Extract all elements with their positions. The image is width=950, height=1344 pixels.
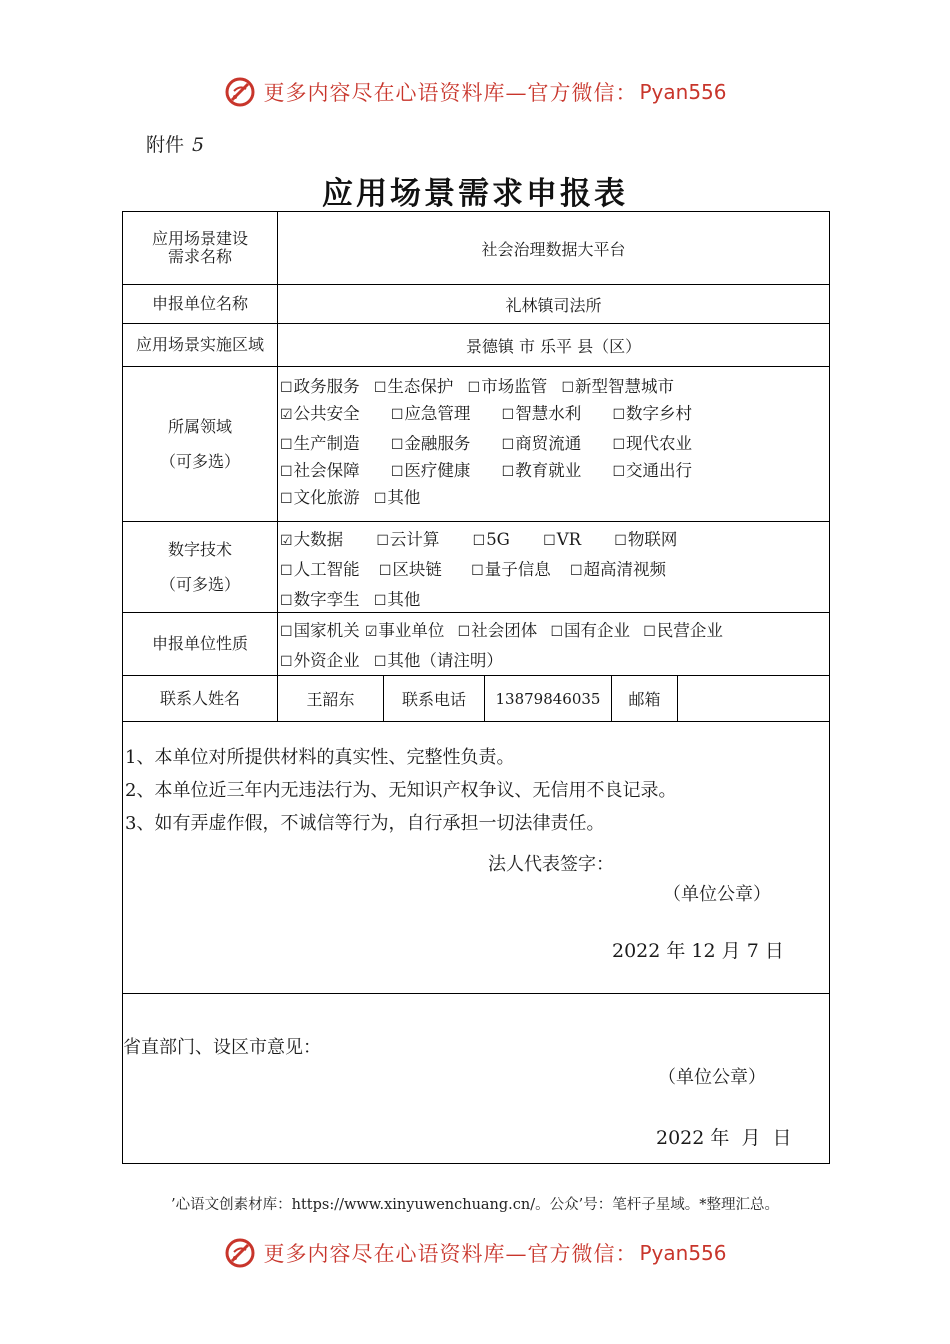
tech-option[interactable]: ☐数字孪生: [280, 585, 360, 616]
field-option[interactable]: ☐文化旅游: [280, 484, 360, 513]
nature-option[interactable]: ☐社会团体: [458, 616, 538, 647]
declaration-date: 2022 年 12 月 7 日: [612, 940, 784, 962]
banner-wechat-id: Pyan556: [639, 80, 727, 104]
label-field-hint: （可多选）: [159, 451, 240, 471]
signature-label: 法人代表签字：: [488, 854, 614, 875]
value-region: [278, 324, 829, 366]
nature-options-line: [280, 616, 823, 646]
field-options: [280, 373, 823, 511]
checkbox-icon[interactable]: ☐: [614, 533, 627, 549]
tech-option[interactable]: ☐其他: [374, 585, 421, 616]
field-option[interactable]: ☐新型智慧城市: [561, 373, 674, 402]
checkbox-icon[interactable]: ☐: [390, 407, 404, 423]
value-email[interactable]: [678, 676, 830, 721]
opinion-date: 2022 年 月 日: [656, 1127, 792, 1149]
tech-option[interactable]: ☐物联网: [614, 525, 677, 556]
label-field-text: 所属领域: [167, 416, 232, 436]
tech-option[interactable]: ☐5G: [473, 525, 510, 556]
tech-options-line: [280, 585, 823, 615]
watermark-banner-bottom: [0, 1233, 950, 1273]
tech-options-line: [280, 555, 823, 585]
label-scene-name-line2: 需求名称: [167, 247, 232, 266]
row-nature: [123, 613, 829, 676]
checkbox-icon[interactable]: ☐: [280, 437, 293, 453]
nature-option[interactable]: ☐民营企业: [643, 616, 723, 647]
checkbox-icon[interactable]: ☐: [280, 624, 293, 640]
field-option[interactable]: ☐生产制造: [280, 430, 360, 459]
field-option[interactable]: ☐数字乡村: [612, 400, 692, 429]
tech-option[interactable]: ☐人工智能: [280, 555, 360, 586]
seal-opinion: （单位公章）: [658, 1067, 766, 1088]
label-phone: 联系电话: [384, 676, 485, 721]
checkbox-icon[interactable]: ☐: [280, 380, 293, 396]
checkbox-icon[interactable]: ☐: [280, 654, 293, 670]
tech-option[interactable]: ☐云计算: [376, 525, 439, 556]
tech-option[interactable]: ☐量子信息: [471, 555, 551, 586]
nature-options: [280, 616, 823, 676]
attachment-number: [146, 130, 204, 157]
checkbox-icon[interactable]: ☐: [550, 624, 563, 640]
field-option[interactable]: ☑公共安全: [280, 400, 360, 429]
label-nature: 申报单位性质: [123, 613, 278, 675]
field-option[interactable]: ☐应急管理: [391, 400, 471, 429]
checkbox-icon[interactable]: ☐: [501, 407, 515, 423]
field-option[interactable]: ☐金融服务: [391, 430, 471, 459]
label-scene-name: [123, 212, 278, 284]
field-option[interactable]: ☐市场监管: [468, 373, 548, 402]
banner-wechat-id: Pyan556: [639, 1241, 727, 1265]
row-declaration: [123, 722, 829, 994]
checkbox-checked-icon[interactable]: ☑: [280, 407, 293, 423]
declaration-item: 1、本单位对所提供材料的真实性、完整性负责。: [125, 747, 515, 768]
field-option[interactable]: ☐医疗健康: [391, 457, 471, 486]
label-unit-name: 申报单位名称: [123, 285, 278, 323]
label-scene-name-line1: 应用场景建设: [151, 229, 248, 248]
checkbox-icon[interactable]: ☐: [543, 533, 556, 549]
checkbox-icon[interactable]: ☐: [373, 654, 387, 670]
checkbox-icon[interactable]: ☐: [390, 437, 404, 453]
field-options-line: [280, 430, 823, 457]
row-tech: [123, 522, 829, 613]
tech-option[interactable]: ☐区块链: [379, 555, 442, 586]
checkbox-icon[interactable]: ☐: [373, 491, 387, 507]
checkbox-icon[interactable]: ☐: [373, 593, 387, 609]
checkbox-icon[interactable]: ☐: [467, 380, 481, 396]
field-option[interactable]: ☐生态保护: [374, 373, 454, 402]
nature-option[interactable]: ☐其他（请注明）: [374, 646, 503, 677]
checkbox-icon[interactable]: ☐: [280, 563, 293, 579]
tech-option[interactable]: ☐超高清视频: [570, 555, 666, 586]
field-option[interactable]: ☐现代农业: [612, 430, 692, 459]
tech-options-line: [280, 525, 823, 555]
checkbox-icon[interactable]: ☐: [643, 624, 656, 640]
checkbox-icon[interactable]: ☐: [378, 563, 392, 579]
value-contact-name: 王韶东: [278, 676, 384, 721]
banner-text: 更多内容尽在心语资料库—官方微信：: [263, 1242, 638, 1266]
checkbox-icon[interactable]: ☐: [612, 407, 625, 423]
label-tech: [123, 522, 278, 612]
label-email: 邮箱: [612, 676, 678, 721]
checkbox-icon[interactable]: ☐: [373, 380, 387, 396]
checkbox-icon[interactable]: ☐: [612, 464, 625, 480]
opinion-label: 省直部门、设区市意见：: [123, 1037, 321, 1058]
attachment-num: 5: [192, 134, 205, 156]
nature-option[interactable]: ☐外资企业: [280, 646, 360, 677]
row-opinion: [123, 994, 829, 1165]
checkbox-icon[interactable]: ☐: [471, 563, 484, 579]
region-county: 乐平: [540, 336, 573, 356]
checkbox-icon[interactable]: ☐: [501, 437, 515, 453]
field-options-line: [280, 484, 823, 511]
checkbox-icon[interactable]: ☐: [501, 464, 515, 480]
checkbox-icon[interactable]: ☐: [612, 437, 625, 453]
declaration-item: 2、本单位近三年内无违法行为、无知识产权争议、无信用不良记录。: [125, 780, 677, 801]
nature-options-line: [280, 646, 823, 676]
checkbox-icon[interactable]: ☐: [390, 464, 404, 480]
field-option[interactable]: ☐智慧水利: [502, 400, 582, 429]
value-unit-name: 礼林镇司法所: [505, 295, 602, 315]
row-field: [123, 367, 829, 522]
nature-option[interactable]: ☑事业单位: [365, 616, 445, 647]
region-city-unit: 市: [518, 336, 535, 356]
field-option[interactable]: ☐其他: [374, 484, 421, 513]
value-phone: 13879846035: [485, 676, 612, 721]
checkbox-icon[interactable]: ☐: [280, 593, 293, 609]
field-option[interactable]: ☐交通出行: [612, 457, 692, 486]
declaration-item: 3、如有弄虚作假，不诚信等行为，自行承担一切法律责任。: [125, 813, 605, 834]
field-options-line: [280, 373, 823, 400]
checkbox-checked-icon[interactable]: ☑: [364, 624, 378, 640]
row-scene-name: [123, 212, 829, 285]
checkbox-icon[interactable]: ☐: [472, 533, 486, 549]
attachment-label: 附件: [146, 134, 185, 156]
document-title: 应用场景需求申报表: [322, 176, 628, 212]
label-field: [123, 367, 278, 521]
checkbox-icon[interactable]: ☐: [561, 380, 574, 396]
label-tech-text: 数字技术: [167, 539, 232, 559]
label-region: 应用场景实施区域: [123, 324, 278, 366]
source-note: ’心语文创素材库：https://www.xinyuwenchuang.cn/。公众’号：笔杆子星域。*整理汇总。: [171, 1197, 779, 1213]
label-tech-hint: （可多选）: [159, 574, 240, 594]
region-county-unit: 县（区）: [577, 336, 642, 356]
checkbox-icon[interactable]: ☐: [457, 624, 471, 640]
row-unit-name: [123, 285, 829, 324]
seal-declaration: （单位公章）: [663, 884, 771, 905]
nature-option[interactable]: ☐国有企业: [550, 616, 630, 647]
field-option[interactable]: ☐教育就业: [502, 457, 582, 486]
checkbox-icon[interactable]: ☐: [569, 563, 583, 579]
nature-option[interactable]: ☐国家机关: [280, 616, 360, 647]
brand-logo-icon: [223, 75, 257, 109]
label-contact-name: 联系人姓名: [123, 676, 278, 721]
tech-option[interactable]: ☑大数据: [280, 525, 343, 556]
row-region: [123, 324, 829, 367]
checkbox-icon[interactable]: ☐: [280, 491, 293, 507]
region-city: 景德镇: [465, 336, 514, 356]
tech-options: [280, 525, 823, 615]
banner-text: 更多内容尽在心语资料库—官方微信：: [263, 81, 638, 105]
field-option[interactable]: ☐政务服务: [280, 373, 360, 402]
tech-option[interactable]: ☐VR: [543, 525, 581, 556]
field-options-line: [280, 400, 823, 427]
value-scene-name: 社会治理数据大平台: [481, 239, 626, 259]
checkbox-checked-icon[interactable]: ☑: [280, 533, 293, 549]
checkbox-icon[interactable]: ☐: [376, 533, 389, 549]
row-contact: [123, 676, 829, 722]
watermark-banner-top: [0, 72, 950, 112]
field-option[interactable]: ☐商贸流通: [502, 430, 582, 459]
brand-logo-icon: [223, 1236, 257, 1270]
field-options-line: [280, 457, 823, 484]
checkbox-icon[interactable]: ☐: [280, 464, 293, 480]
application-form: [122, 211, 830, 1164]
field-option[interactable]: ☐社会保障: [280, 457, 360, 486]
